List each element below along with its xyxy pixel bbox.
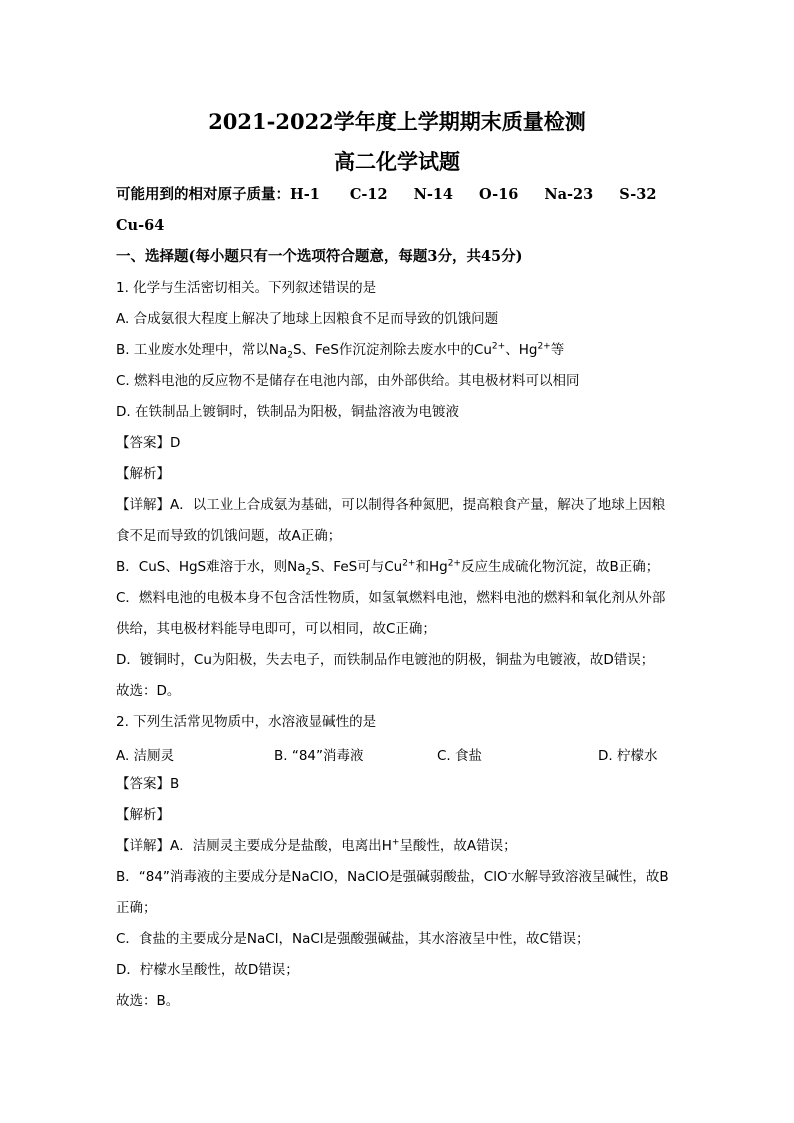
q1-option-a: A. 合成氨很大程度上解决了地球上因粮食不足而导致的饥饿问题 [116,311,499,327]
q2-option-a: A. 洁厕灵 [116,748,175,764]
q1-stem: 1. 化学与生活密切相关。下列叙述错误的是 [116,280,377,296]
atomic-mass-item: N-14 [413,186,454,203]
q1-option-c: C. 燃料电池的反应物不是储存在电池内部，由外部供给。其电极材料可以相同 [116,373,580,389]
q1-detail: 供给，其电极材料能导电即可，可以相同，故C正确； [116,621,436,637]
atomic-mass-item: S-32 [619,186,657,203]
q1-conclusion: 故选：D。 [116,683,181,699]
q1-detail: 食不足而导致的饥饿问题，故A正确； [116,528,342,544]
q1-detail: B．CuS、HgS难溶于水，则$Na_2S$、FeS可与$Cu^{2+}$和$Hg^{2+}$反应生成硫化物沉淀，故B正确； [116,558,660,578]
q1-detail: D．镀铜时，Cu为阳极，失去电子，而铁制品作电镀池的阴极，铜盐为电镀液，故D错误； [116,652,655,668]
section-heading: 一、选择题(每小题只有一个选项符合题意，每题3分，共45分) [116,248,523,265]
q1-analysis-label: 【解析】 [116,466,170,482]
q1-detail: C．燃料电池的电极本身不包含活性物质，如氢氧燃料电池，燃料电池的燃料和氧化剂从外部 [116,590,666,606]
q2-detail: 【详解】A．洁厕灵主要成分是盐酸，电离出H+呈酸性，故A错误； [116,837,517,854]
q2-detail: D．柠檬水呈酸性，故D错误； [116,962,299,978]
q2-detail: C．食盐的主要成分是NaCl，NaCl是强酸强碱盐，其水溶液呈中性，故C错误； [116,931,590,947]
q2-detail: 正确； [116,900,157,916]
q1-option-b: B. 工业废水处理中，常以$Na_2S$、FeS作沉淀剂除去废水中的$Cu^{2+}$、$Hg^{2+}$等 [116,341,565,361]
q2-option-d: D. 柠檬水 [598,748,658,764]
atomic-mass-item: H-1 [290,186,320,203]
q2-option-c: C. 食盐 [437,748,483,764]
q1-detail: 【详解】A．以工业上合成氨为基础，可以制得各种氮肥，提高粮食产量，解决了地球上因粮 [116,497,666,513]
exam-title: 2021-2022学年度上学期期末质量检测 [208,109,586,134]
q2-detail: B．“84”消毒液的主要成分是NaClO，NaClO是强碱弱酸盐，ClO-水解导致溶液呈碱性，故B [116,868,669,885]
q2-conclusion: 故选：B。 [116,993,180,1009]
q1-option-d: D. 在铁制品上镀铜时，铁制品为阳极，铜盐溶液为电镀液 [116,404,459,420]
atomic-mass-item: C-12 [349,186,388,203]
q2-stem: 2. 下列生活常见物质中，水溶液显碱性的是 [116,714,377,730]
atomic-mass-item: Na-23 [544,186,594,203]
q1-answer: 【答案】D [116,435,181,451]
q2-answer: 【答案】B [116,776,180,792]
atomic-mass-item: Cu-64 [116,217,165,234]
atomic-mass-item: O-16 [479,186,519,203]
exam-subtitle: 高二化学试题 [334,149,460,174]
atomic-mass-line [116,186,682,204]
atomic-mass-label: 可能用到的相对原子质量： [116,186,290,203]
q2-analysis-label: 【解析】 [116,807,170,823]
q2-option-b: B. “84”消毒液 [274,748,364,764]
